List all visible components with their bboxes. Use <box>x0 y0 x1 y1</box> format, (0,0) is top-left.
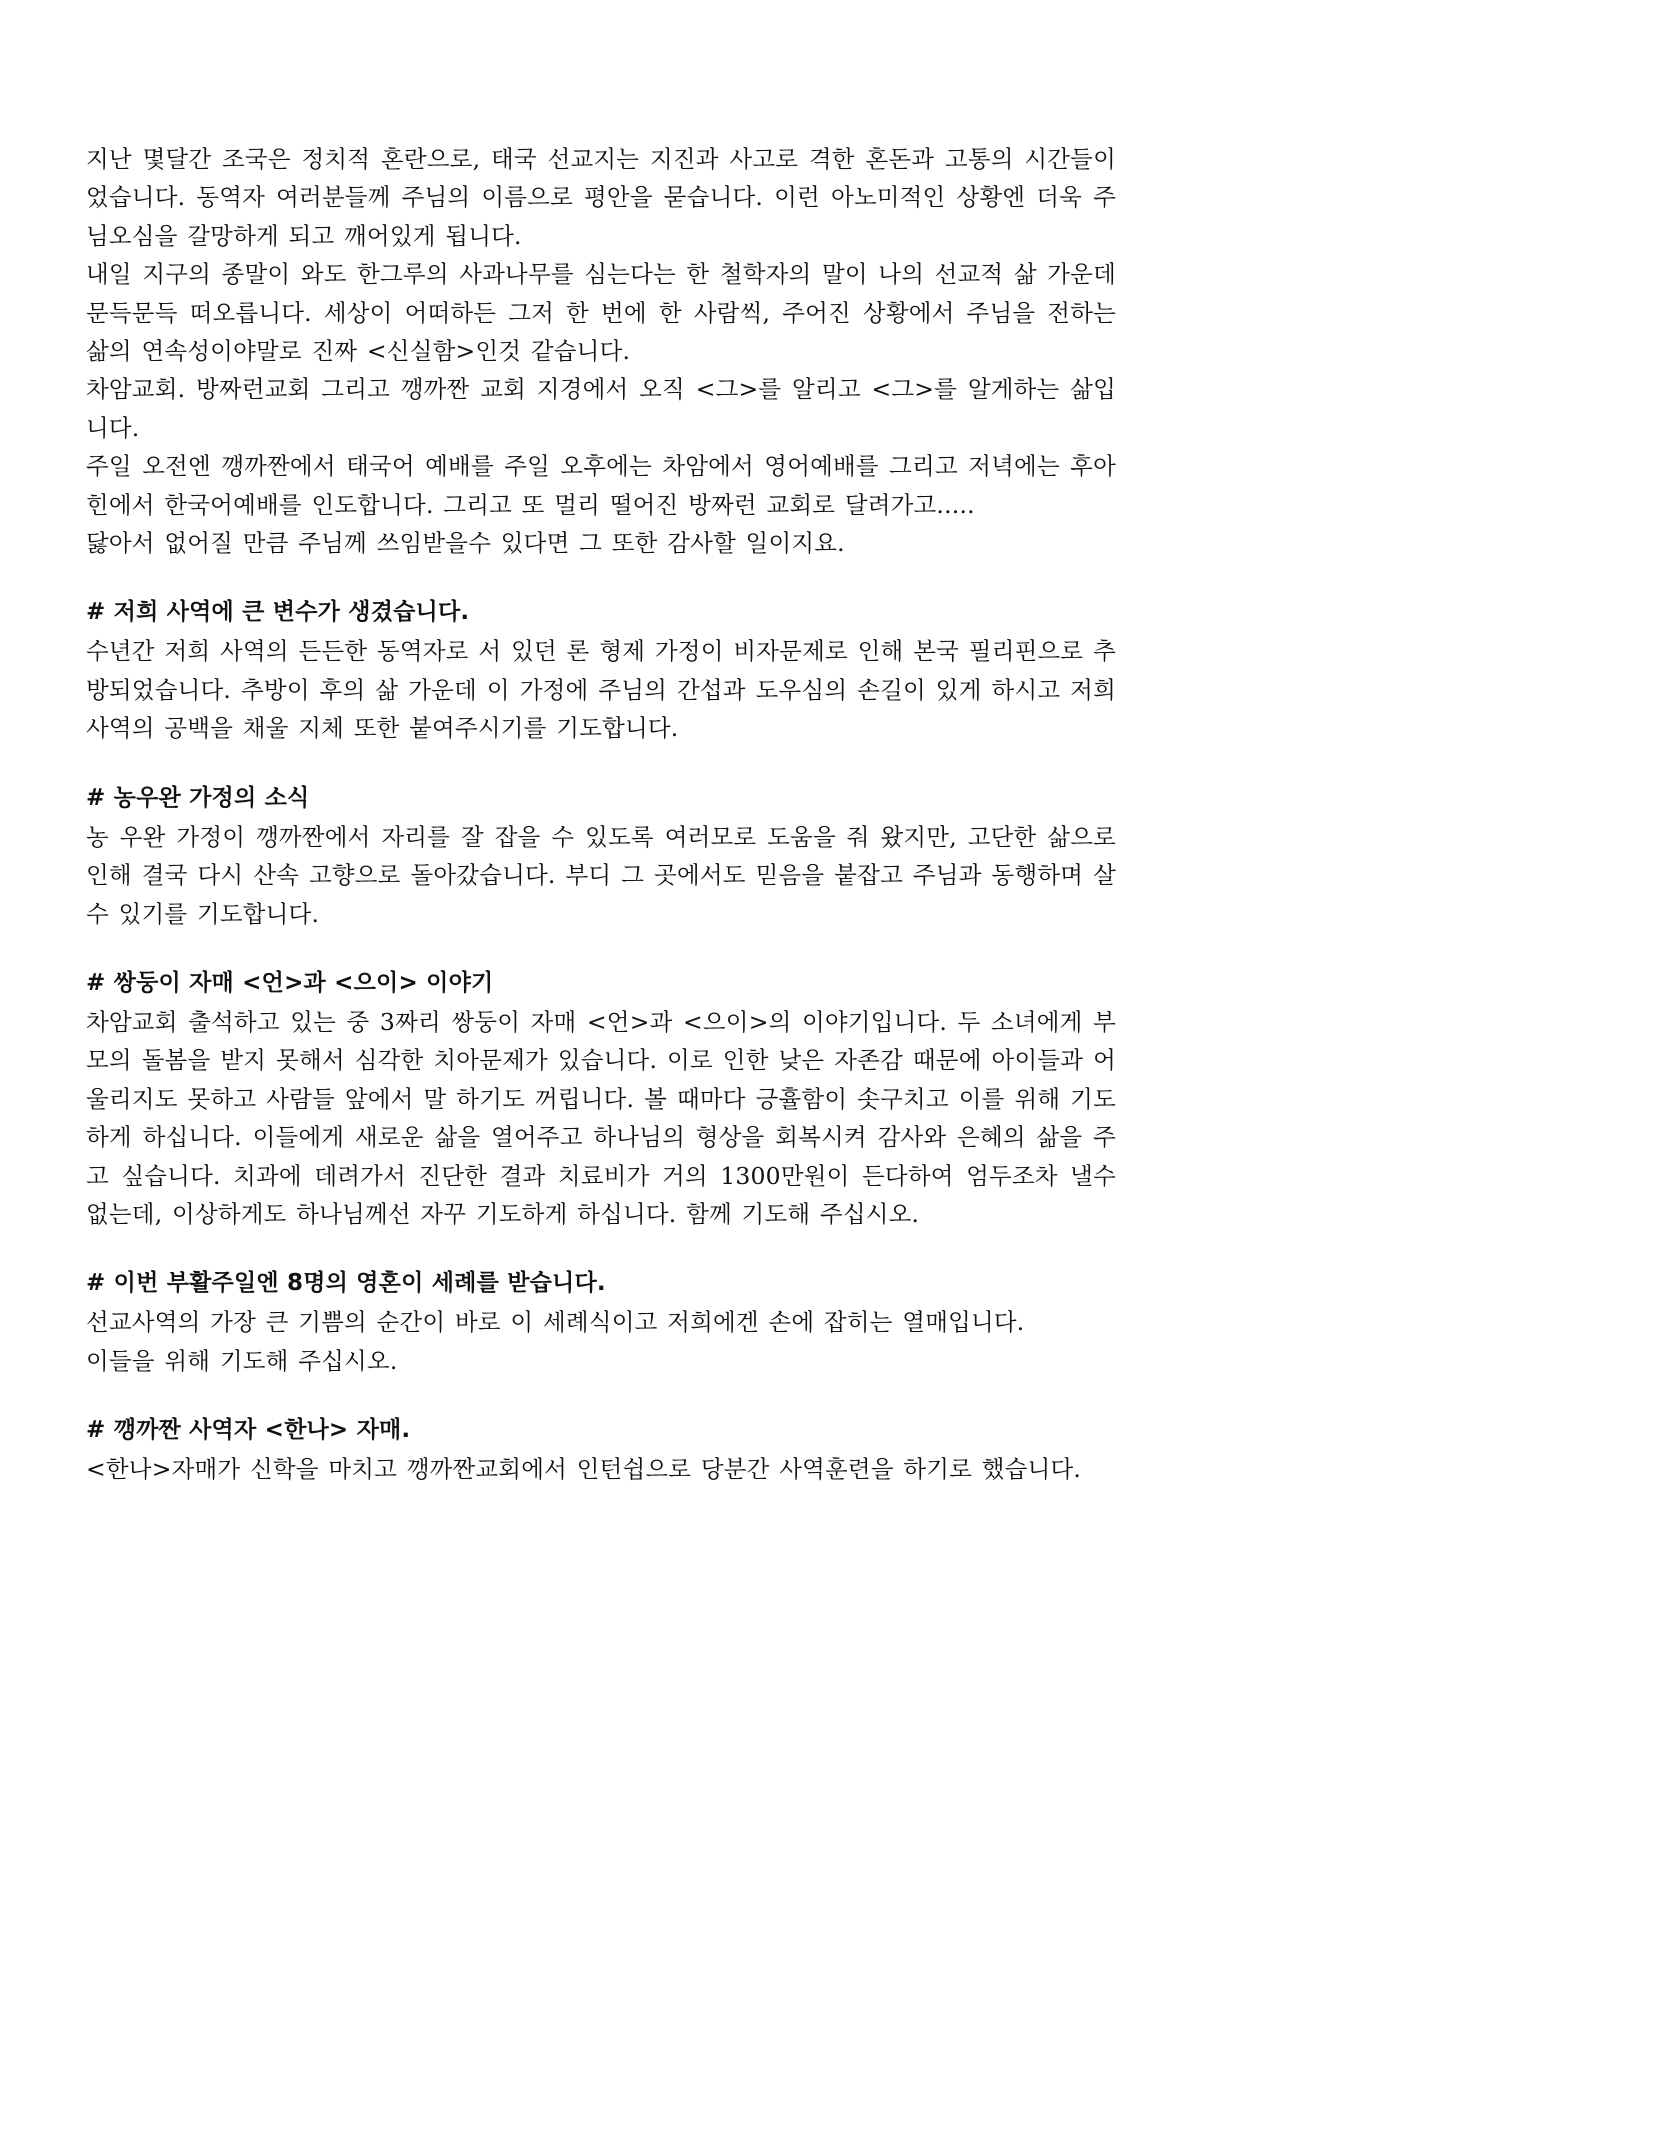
letter-page <box>86 140 1116 1489</box>
section-family-news <box>86 778 1116 933</box>
section-heading: # 쌍둥이 자매 <언>과 <으이> 이야기 <box>86 969 494 996</box>
section-body: 수년간 저희 사역의 든든한 동역자로 서 있던 론 형제 가정이 비자문제로 인해 본국 필리핀으로 추방되었습니다. 추방이 후의 삶 가운데 이 가정에 주님의 간섭과 도우심의 손길이 있게 하시고 저희 사역의 공백을 채울 지체 또한 붙여주시기를 기도합니다. <box>86 637 1116 743</box>
section-body: 선교사역의 가장 큰 기쁨의 순간이 바로 이 세례식이고 저희에겐 손에 잡히는 열매입니다. 이들을 위해 기도해 주십시오. <box>86 1308 1025 1375</box>
section-heading: # 농우완 가정의 소식 <box>86 784 310 811</box>
intro-paragraph-5: 닳아서 없어질 만큼 주님께 쓰임받을수 있다면 그 또한 감사할 일이지요. <box>86 529 845 558</box>
section-heading: # 깽까짠 사역자 <한나> 자매. <box>86 1417 411 1444</box>
section-heading: # 저희 사역에 큰 변수가 생겼습니다. <box>86 599 470 626</box>
intro-block <box>86 140 1116 562</box>
intro-paragraph-3: 차암교회. 방짜런교회 그리고 깽까짠 교회 지경에서 오직 <그>를 알리고 <그>를 알게하는 삶입니다. <box>86 375 1116 442</box>
section-body: <한나>자매가 신학을 마치고 깽까짠교회에서 인턴쉽으로 당분간 사역훈련을 하기로 했습니다. <box>86 1455 1082 1484</box>
section-baptism <box>86 1263 1116 1380</box>
intro-paragraph-4: 주일 오전엔 깽까짠에서 태국어 예배를 주일 오후에는 차암에서 영어예배를 그리고 저녁에는 후아힌에서 한국어예배를 인도합니다. 그리고 또 멀리 떨어진 방짜런 교회로 달려가고..... <box>86 452 1116 519</box>
section-body: 농 우완 가정이 깽까짠에서 자리를 잘 잡을 수 있도록 여러모로 도움을 줘 왔지만, 고단한 삶으로 인해 결국 다시 산속 고향으로 돌아갔습니다. 부디 그 곳에서도 믿음을 붙잡고 주님과 동행하며 살 수 있기를 기도합니다. <box>86 822 1116 928</box>
intro-paragraph-2: 내일 지구의 종말이 와도 한그루의 사과나무를 심는다는 한 철학자의 말이 나의 선교적 삶 가운데 문득문득 떠오릅니다. 세상이 어떠하든 그저 한 번에 한 사람씩, 주어진 상황에서 주님을 전하는 삶의 연속성이야말로 진짜 <신실함>인것 같습니다. <box>86 260 1116 366</box>
section-visa-issue <box>86 592 1116 747</box>
section-heading: # 이번 부활주일엔 8명의 영혼이 세례를 받습니다. <box>86 1270 606 1297</box>
section-twin-sisters <box>86 963 1116 1233</box>
intro-paragraph-1: 지난 몇달간 조국은 정치적 혼란으로, 태국 선교지는 지진과 사고로 격한 혼돈과 고통의 시간들이었습니다. 동역자 여러분들께 주님의 이름으로 평안을 묻습니다. 이런 아노미적인 상황엔 더욱 주님오심을 갈망하게 되고 깨어있게 됩니다. <box>86 145 1116 250</box>
section-body: 차암교회 출석하고 있는 중 3짜리 쌍둥이 자매 <언>과 <으이>의 이야기입니다. 두 소녀에게 부모의 돌봄을 받지 못해서 심각한 치아문제가 있습니다. 이로 인한 낮은 자존감 때문에 아이들과 어울리지도 못하고 사람들 앞에서 말 하기도 꺼립니다. 볼 때마다 긍휼함이 솟구치고 이를 위해 기도하게 하십니다. 이들에게 새로운 삶을 열어주고 하나님의 형상을 회복시켜 감사와 은혜의 삶을 주고 싶습니다. 치과에 데려가서 진단한 결과 치료비가 거의 1300만원이 든다하여 엄두조차 낼수 없는데, 이상하게도 하나님께선 자꾸 기도하게 하십니다. 함께 기도해 주십시오. <box>86 1007 1116 1228</box>
section-hanna <box>86 1410 1116 1488</box>
